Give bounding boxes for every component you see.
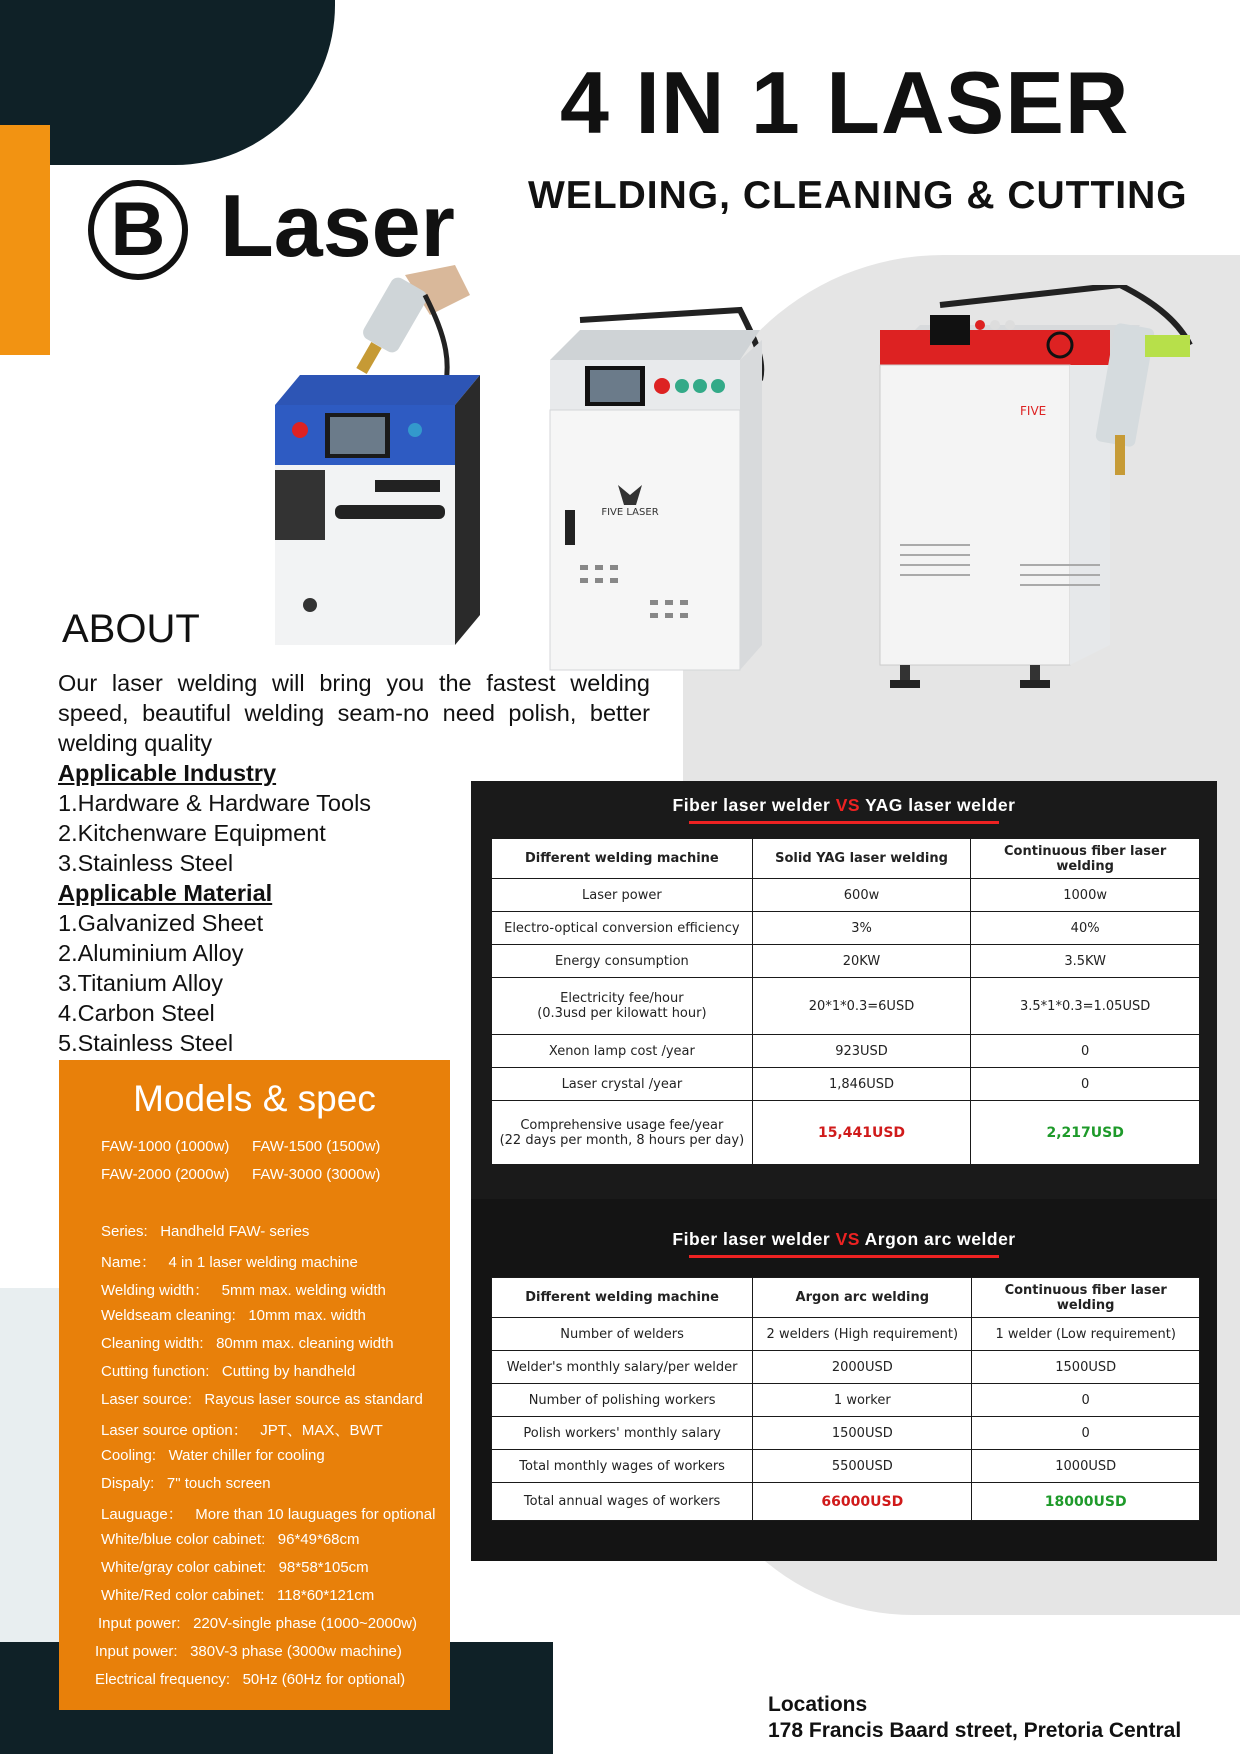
table-title-underline bbox=[689, 821, 999, 824]
table-cell: 5500USD bbox=[753, 1450, 972, 1483]
table-cell: 0 bbox=[971, 1035, 1200, 1068]
table-cell: 3% bbox=[752, 912, 971, 945]
table-row bbox=[492, 1483, 1200, 1521]
spec-value: 4 in 1 laser welding machine bbox=[168, 1254, 358, 1271]
spec-value: 80mm max. cleaning width bbox=[216, 1335, 394, 1352]
spec-key: White/gray color cabinet: bbox=[101, 1559, 267, 1576]
spec-key: White/blue color cabinet: bbox=[101, 1531, 266, 1548]
spec-key: Cleaning width: bbox=[101, 1335, 204, 1352]
material-item: 3.Titanium Alloy bbox=[58, 970, 224, 996]
spec-line bbox=[95, 1671, 405, 1688]
spec-key: Cutting function: bbox=[101, 1363, 210, 1380]
table-cell: 600w bbox=[752, 879, 971, 912]
table-cell: 1,846USD bbox=[752, 1068, 971, 1101]
table-cell: 1 worker bbox=[753, 1384, 972, 1417]
table-title-underline bbox=[689, 1255, 999, 1258]
table-cell: 1000w bbox=[971, 879, 1200, 912]
industry-heading: Applicable Industry bbox=[58, 760, 277, 786]
spec-key: Welding width： bbox=[101, 1282, 210, 1299]
spec-value: Raycus laser source as standard bbox=[204, 1391, 423, 1408]
table-cell: 2 welders (High requirement) bbox=[753, 1318, 972, 1351]
table-cell: Xenon lamp cost /year bbox=[492, 1035, 753, 1068]
table-row bbox=[492, 879, 1200, 912]
table-cell: 66000USD bbox=[753, 1483, 972, 1521]
column-header: Continuous fiber laser welding bbox=[971, 839, 1200, 879]
spec-value: 96*49*68cm bbox=[277, 1531, 360, 1548]
table-cell: Electricity fee/hour (0.3usd per kilowatt hour) bbox=[492, 978, 753, 1035]
table-title bbox=[471, 795, 1217, 816]
industry-item: 1.Hardware & Hardware Tools bbox=[58, 790, 372, 816]
table-row bbox=[492, 1318, 1200, 1351]
spec-line bbox=[101, 1391, 423, 1408]
spec-value: Cutting by handheld bbox=[221, 1363, 356, 1380]
model-item: FAW-1000 (1000w) bbox=[101, 1138, 230, 1155]
table-cell: 0 bbox=[971, 1068, 1200, 1101]
spec-value: 5mm max. welding width bbox=[221, 1282, 386, 1299]
table-title-left: Fiber laser welder bbox=[672, 1229, 836, 1249]
spec-line bbox=[101, 1251, 358, 1272]
table-cell: Total annual wages of workers bbox=[492, 1483, 753, 1521]
spec-key: Series: bbox=[101, 1223, 148, 1240]
material-heading: Applicable Material bbox=[58, 880, 273, 906]
table-title-vs: VS bbox=[835, 795, 861, 815]
spec-line bbox=[101, 1559, 369, 1576]
about-heading: ABOUT bbox=[62, 607, 200, 651]
table-cell: 1500USD bbox=[753, 1417, 972, 1450]
table-title-vs: VS bbox=[835, 1229, 860, 1249]
comparison-table-argon bbox=[471, 1199, 1217, 1561]
spec-value: 10mm max. width bbox=[248, 1307, 366, 1324]
spec-key: Cooling: bbox=[101, 1447, 157, 1464]
spec-value: 118*60*121cm bbox=[276, 1587, 375, 1604]
spec-line bbox=[101, 1531, 360, 1548]
spec-key: Lauguage： bbox=[101, 1506, 183, 1523]
table-cell: 20KW bbox=[752, 945, 971, 978]
model-item: FAW-3000 (3000w) bbox=[252, 1166, 381, 1183]
spec-value: More than 10 lauguages for optional bbox=[195, 1506, 436, 1523]
yag-comparison-table bbox=[491, 838, 1200, 1165]
industry-item: 2.Kitchenware Equipment bbox=[58, 820, 326, 846]
table-row bbox=[492, 1351, 1200, 1384]
orange-accent-bar bbox=[0, 125, 50, 355]
page-subtitle: WELDING, CLEANING & CUTTING bbox=[528, 174, 1188, 217]
spec-value: 98*58*105cm bbox=[278, 1559, 369, 1576]
spec-key: Laser source option： bbox=[101, 1422, 248, 1439]
table-cell: 3.5*1*0.3=1.05USD bbox=[971, 978, 1200, 1035]
spec-value: 220V-single phase (1000~2000w) bbox=[193, 1615, 417, 1632]
material-item: 4.Carbon Steel bbox=[58, 1000, 215, 1026]
logo-letter: B bbox=[110, 187, 166, 272]
spec-key: White/Red color cabinet: bbox=[101, 1587, 265, 1604]
spec-line bbox=[101, 1475, 271, 1492]
table-row bbox=[492, 945, 1200, 978]
spec-value: 50Hz (60Hz for optional) bbox=[242, 1671, 406, 1688]
table-cell: Laser crystal /year bbox=[492, 1068, 753, 1101]
table-cell: 2000USD bbox=[753, 1351, 972, 1384]
table-title-left: Fiber laser welder bbox=[672, 795, 836, 815]
models-spec-panel bbox=[59, 1060, 450, 1710]
logo-word: Laser bbox=[220, 176, 455, 275]
table-cell: Electro-optical conversion efficiency bbox=[492, 912, 753, 945]
table-cell: Number of polishing workers bbox=[492, 1384, 753, 1417]
material-item: 2.Aluminium Alloy bbox=[58, 940, 244, 966]
argon-comparison-table bbox=[491, 1277, 1200, 1521]
column-header: Different welding machine bbox=[492, 1278, 753, 1318]
spec-line bbox=[101, 1335, 394, 1352]
table-cell: Polish workers' monthly salary bbox=[492, 1417, 753, 1450]
table-cell: 0 bbox=[972, 1417, 1200, 1450]
spec-title: Models & spec bbox=[133, 1078, 376, 1119]
spec-key: Input power: bbox=[98, 1615, 181, 1632]
table-cell: 0 bbox=[972, 1384, 1200, 1417]
spec-value: Water chiller for cooling bbox=[168, 1447, 325, 1464]
spec-line bbox=[101, 1363, 355, 1380]
table-title bbox=[471, 1229, 1217, 1250]
table-cell: 1000USD bbox=[972, 1450, 1200, 1483]
about-text: Our laser welding will bring you the fastest welding speed, beautiful welding seam-no need polish, better welding quality bbox=[58, 670, 650, 756]
table-row bbox=[492, 978, 1200, 1035]
column-header: Argon arc welding bbox=[753, 1278, 972, 1318]
spec-value: JPT、MAX、BWT bbox=[260, 1422, 383, 1439]
spec-key: Dispaly: bbox=[101, 1475, 155, 1492]
table-row bbox=[492, 1384, 1200, 1417]
spec-line bbox=[101, 1503, 435, 1524]
column-header: Solid YAG laser welding bbox=[752, 839, 971, 879]
spec-line bbox=[101, 1447, 325, 1464]
spec-value: 7" touch screen bbox=[166, 1475, 271, 1492]
table-cell: Laser power bbox=[492, 879, 753, 912]
spec-value: Handheld FAW- series bbox=[160, 1223, 310, 1240]
table-cell: Energy consumption bbox=[492, 945, 753, 978]
red-laser-machine-image bbox=[860, 285, 1195, 715]
table-header-row bbox=[492, 1278, 1200, 1318]
spec-line bbox=[98, 1615, 417, 1632]
table-cell: 40% bbox=[971, 912, 1200, 945]
comparison-table-yag bbox=[471, 781, 1217, 1199]
locations-heading: Locations bbox=[768, 1693, 868, 1716]
spec-key: Laser source: bbox=[101, 1391, 192, 1408]
table-title-right: Argon arc welder bbox=[859, 1229, 1016, 1249]
spec-line bbox=[95, 1643, 402, 1660]
spec-key: Input power: bbox=[95, 1643, 178, 1660]
spec-line bbox=[101, 1587, 374, 1604]
spec-key: Name： bbox=[101, 1254, 157, 1271]
white-laser-machine-image bbox=[540, 300, 770, 680]
machine-brand-label: FIVE LASER bbox=[601, 507, 659, 518]
table-cell: 3.5KW bbox=[971, 945, 1200, 978]
spec-key: Electrical frequency: bbox=[95, 1671, 231, 1688]
table-cell: Comprehensive usage fee/year (22 days per month, 8 hours per day) bbox=[492, 1101, 753, 1165]
table-cell: Total monthly wages of workers bbox=[492, 1450, 753, 1483]
table-cell: 2,217USD bbox=[971, 1101, 1200, 1165]
table-cell: 1 welder (Low requirement) bbox=[972, 1318, 1200, 1351]
table-cell: Welder's monthly salary/per welder bbox=[492, 1351, 753, 1384]
table-cell: 20*1*0.3=6USD bbox=[752, 978, 971, 1035]
table-cell: 923USD bbox=[752, 1035, 971, 1068]
spec-line bbox=[101, 1279, 386, 1300]
model-item: FAW-1500 (1500w) bbox=[252, 1138, 381, 1155]
table-row bbox=[492, 1068, 1200, 1101]
industry-item: 3.Stainless Steel bbox=[58, 850, 234, 876]
table-row bbox=[492, 912, 1200, 945]
model-item: FAW-2000 (2000w) bbox=[101, 1166, 230, 1183]
spec-line bbox=[101, 1307, 366, 1324]
locations-address: 178 Francis Baard street, Pretoria Central bbox=[768, 1719, 1182, 1742]
table-row bbox=[492, 1417, 1200, 1450]
material-item: 5.Stainless Steel bbox=[58, 1030, 234, 1056]
spec-value: 380V-3 phase (3000w machine) bbox=[190, 1643, 402, 1660]
spec-line bbox=[101, 1223, 309, 1240]
column-header: Continuous fiber laser welding bbox=[972, 1278, 1200, 1318]
table-title-right: YAG laser welder bbox=[860, 795, 1016, 815]
blue-laser-machine-image bbox=[255, 255, 505, 655]
dark-corner-shape bbox=[0, 0, 335, 165]
table-cell: 1500USD bbox=[972, 1351, 1200, 1384]
table-row bbox=[492, 1450, 1200, 1483]
table-row bbox=[492, 1101, 1200, 1165]
machine-brand-label-red: FIVE bbox=[1020, 404, 1047, 418]
spec-key: Weldseam cleaning: bbox=[101, 1307, 236, 1324]
spec-line bbox=[101, 1419, 383, 1440]
table-header-row bbox=[492, 839, 1200, 879]
table-cell: 15,441USD bbox=[752, 1101, 971, 1165]
material-item: 1.Galvanized Sheet bbox=[58, 910, 264, 936]
table-cell: Number of welders bbox=[492, 1318, 753, 1351]
table-row bbox=[492, 1035, 1200, 1068]
page-title: 4 IN 1 LASER bbox=[560, 53, 1130, 152]
table-cell: 18000USD bbox=[972, 1483, 1200, 1521]
column-header: Different welding machine bbox=[492, 839, 753, 879]
